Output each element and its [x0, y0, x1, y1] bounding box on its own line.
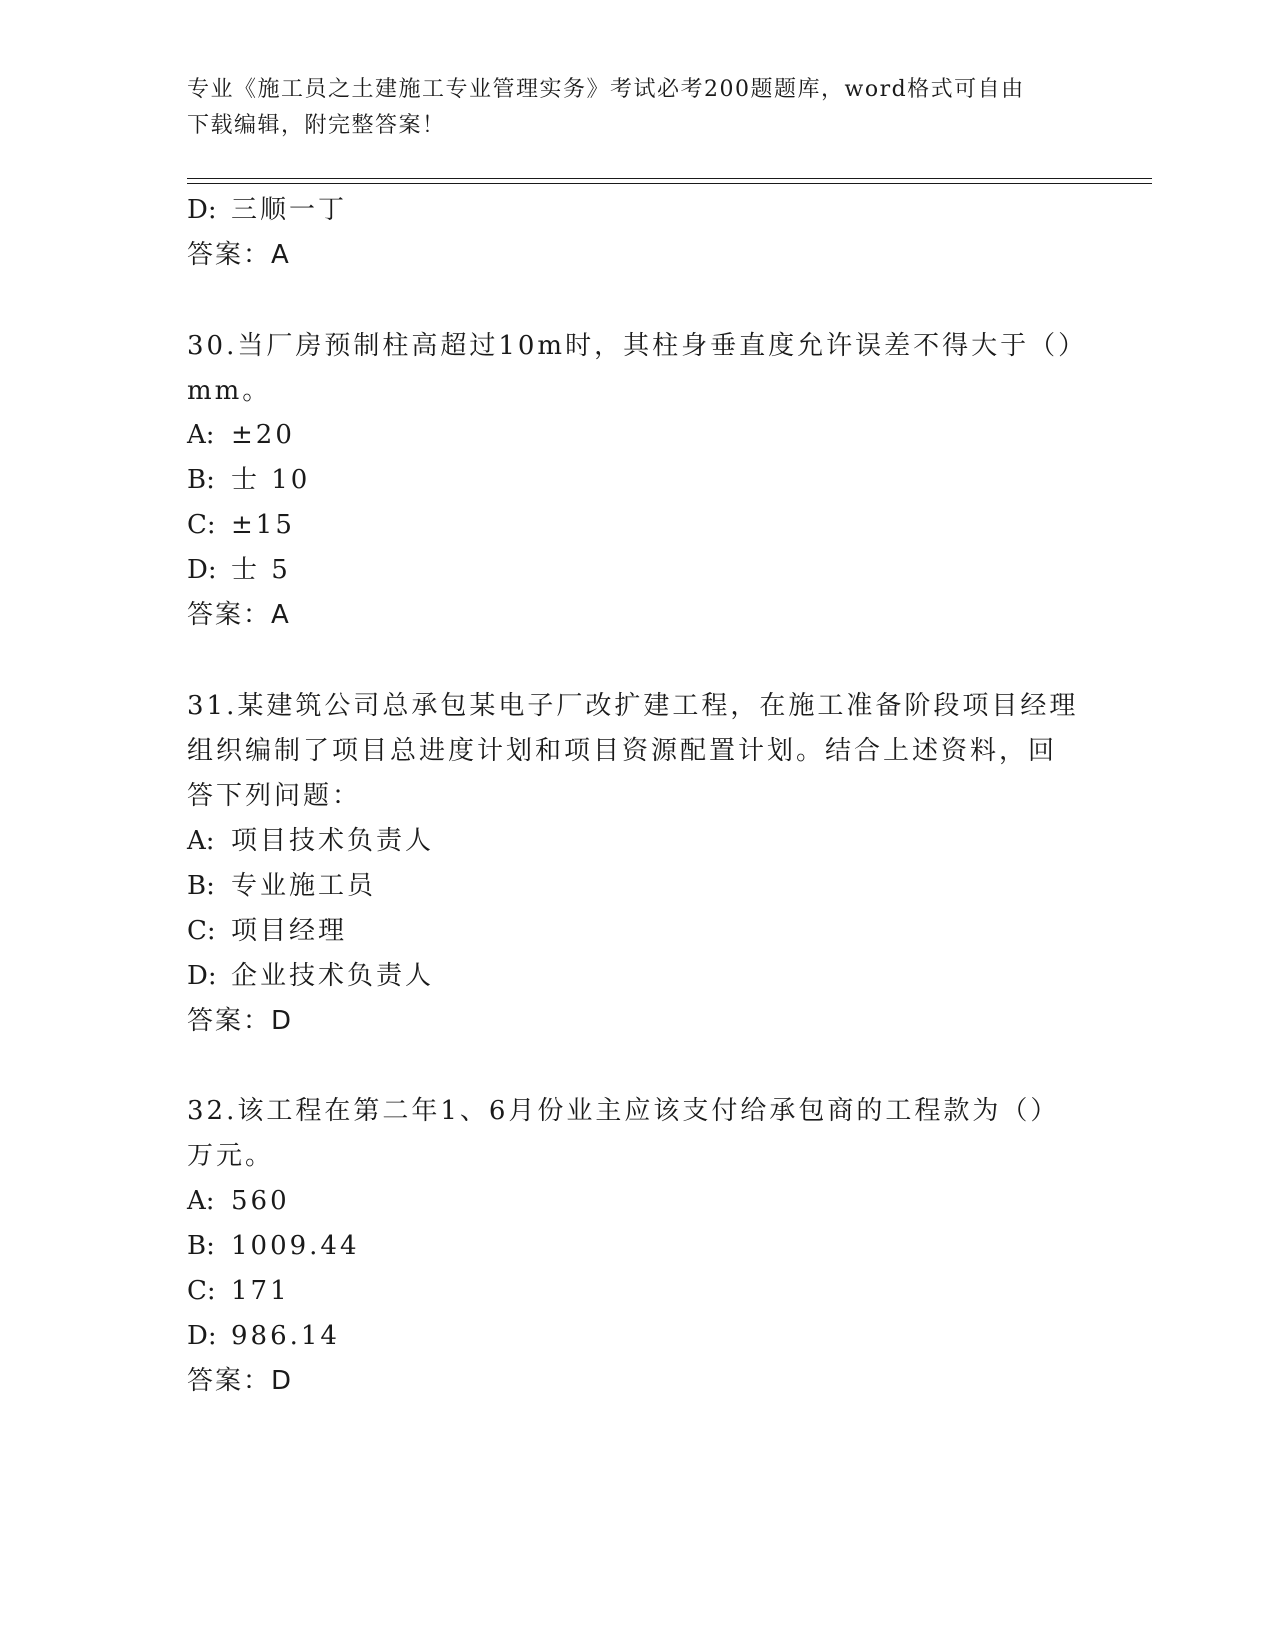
option-text: 171 [231, 1276, 290, 1306]
q32-option-c [187, 1274, 290, 1308]
option-label: A: [187, 420, 215, 450]
prev-option-d [187, 193, 347, 227]
option-text: 560 [231, 1186, 290, 1216]
q30-stem-line-1: 30.当厂房预制柱高超过10m时，其柱身垂直度允许误差不得大于（） [187, 331, 1088, 361]
q32-option-d [187, 1319, 340, 1353]
q31-stem-line-2: 组织编制了项目总进度计划和项目资源配置计划。结合上述资料，回 [187, 736, 1058, 766]
q31-answer: 答案：D [187, 1006, 294, 1036]
option-label: B: [187, 465, 215, 495]
option-label: D: [187, 195, 217, 225]
option-label: D: [187, 1321, 217, 1351]
q31-stem-line-3: 答下列问题： [187, 781, 362, 811]
option-label: A: [187, 826, 215, 856]
q30-option-d [187, 553, 291, 587]
header-rule-bottom [187, 183, 1152, 184]
option-label: D: [187, 961, 217, 991]
q32-stem-line-2: 万元。 [187, 1141, 275, 1171]
q32-option-a [187, 1184, 290, 1218]
header-line-1: 专业《施工员之土建施工专业管理实务》考试必考200题题库，word格式可自由 [187, 77, 1025, 102]
option-text: ±15 [231, 510, 295, 540]
option-text: 三顺一丁 [231, 195, 348, 225]
option-label: A: [187, 1186, 215, 1216]
option-label: B: [187, 1231, 215, 1261]
q30-stem-line-2: mm。 [187, 376, 272, 406]
option-text: 项目技术负责人 [231, 826, 435, 856]
q30-option-a [187, 418, 295, 452]
option-label: D: [187, 555, 217, 585]
option-label: C: [187, 1276, 216, 1306]
option-label: B: [187, 871, 215, 901]
option-text: ±20 [231, 420, 295, 450]
q31-stem-line-1: 31.某建筑公司总承包某电子厂改扩建工程，在施工准备阶段项目经理 [187, 691, 1079, 721]
option-text: 986.14 [231, 1321, 340, 1351]
header-rule-top [187, 178, 1152, 179]
option-text: 士 5 [231, 555, 291, 585]
q30-answer: 答案：A [187, 600, 291, 630]
q31-option-a [187, 824, 434, 858]
document-header [187, 72, 1087, 144]
option-text: 项目经理 [231, 916, 348, 946]
option-text: 企业技术负责人 [231, 961, 435, 991]
q32-answer: 答案：D [187, 1366, 294, 1396]
q31-option-d [187, 959, 434, 993]
q32-option-b [187, 1229, 360, 1263]
q30-option-c [187, 508, 295, 542]
option-label: C: [187, 916, 216, 946]
option-label: C: [187, 510, 216, 540]
q31-option-b [187, 869, 376, 903]
option-text: 士 10 [231, 465, 311, 495]
q31-option-c [187, 914, 347, 948]
q30-option-b [187, 463, 310, 497]
option-text: 专业施工员 [231, 871, 377, 901]
header-line-2: 下载编辑，附完整答案！ [187, 113, 446, 138]
prev-answer: 答案：A [187, 240, 291, 270]
option-text: 1009.44 [231, 1231, 360, 1261]
q32-stem-line-1: 32.该工程在第二年1、6月份业主应该支付给承包商的工程款为（） [187, 1096, 1060, 1126]
